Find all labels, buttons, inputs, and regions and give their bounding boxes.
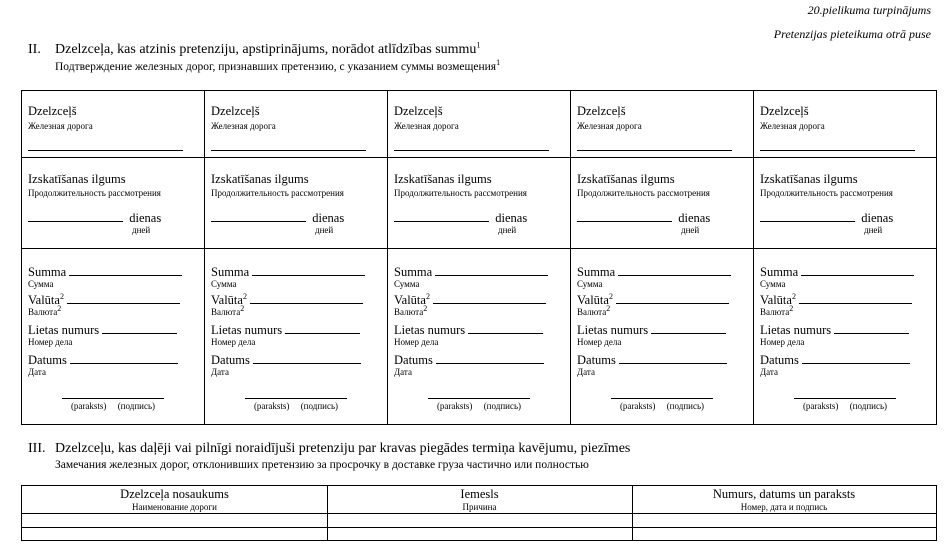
days-row: dienas xyxy=(211,209,344,226)
railway-column xyxy=(22,91,205,424)
signature-line[interactable] xyxy=(428,398,530,399)
header-number-date-signature: Numurs, datums un paraksts Номер, дата и подпись xyxy=(712,487,856,512)
signature-caption: (paraksts) (подпись) xyxy=(619,401,705,411)
date-label-ru: Дата xyxy=(760,367,778,377)
sum-label-ru: Сумма xyxy=(760,279,786,289)
railway-field[interactable] xyxy=(28,136,183,156)
currency-label-ru: Валюта$^2$ xyxy=(211,304,245,317)
sum-row: Summa xyxy=(760,263,914,280)
case-row: Lietas numurs xyxy=(211,321,360,338)
railway-column xyxy=(205,91,388,424)
row-divider xyxy=(205,157,387,158)
header-railway-name: Dzelzceļa nosaukums Наименование дороги xyxy=(120,487,229,512)
days-field[interactable] xyxy=(28,209,123,222)
railway-confirmation-grid xyxy=(21,90,937,425)
currency-field[interactable] xyxy=(616,291,729,304)
signature-line[interactable] xyxy=(794,398,896,399)
signature-caption: (paraksts) (подпись) xyxy=(70,401,156,411)
railway-label: Dzelzceļš xyxy=(760,104,809,118)
railway-label: Dzelzceļš xyxy=(211,104,260,118)
days-label-ru: дней xyxy=(681,225,700,235)
sum-field[interactable] xyxy=(618,263,731,276)
section3-subtitle: Замечания железных дорог, отклонивших претензию за просрочку в доставке груза частично или полностью xyxy=(55,459,589,471)
header-reason: Iemesls Причина xyxy=(460,487,499,512)
days-row: dienas xyxy=(28,209,161,226)
sum-field[interactable] xyxy=(435,263,548,276)
sum-row: Summa xyxy=(28,263,182,280)
currency-label-ru: Валюта$^2$ xyxy=(28,304,62,317)
date-field[interactable] xyxy=(802,351,910,364)
row-divider xyxy=(754,248,936,249)
period-label-ru: Продолжительность рассмотрения xyxy=(394,188,527,198)
section2-subtitle: Подтверждение железных дорог, признавших претензию, с указанием суммы возмещения$^1$ xyxy=(55,58,501,73)
currency-label-ru: Валюта$^2$ xyxy=(394,304,428,317)
section3-number: III. xyxy=(28,441,46,456)
days-row: dienas xyxy=(760,209,893,226)
date-field[interactable] xyxy=(253,351,361,364)
railway-field[interactable] xyxy=(760,136,915,156)
case-field[interactable] xyxy=(468,321,543,334)
case-row: Lietas numurs xyxy=(577,321,726,338)
date-label-ru: Дата xyxy=(577,367,595,377)
signature-line[interactable] xyxy=(245,398,347,399)
date-field[interactable] xyxy=(619,351,727,364)
railway-field[interactable] xyxy=(211,136,366,156)
period-label-ru: Продолжительность рассмотрения xyxy=(28,188,161,198)
case-field[interactable] xyxy=(651,321,726,334)
sum-label-ru: Сумма xyxy=(394,279,420,289)
days-label-ru: дней xyxy=(132,225,151,235)
sum-row: Summa xyxy=(211,263,365,280)
currency-field[interactable] xyxy=(799,291,912,304)
currency-field[interactable] xyxy=(433,291,546,304)
row-divider xyxy=(22,248,204,249)
row-divider xyxy=(388,157,570,158)
railway-column xyxy=(754,91,936,424)
currency-field[interactable] xyxy=(67,291,180,304)
sum-label-ru: Сумма xyxy=(211,279,237,289)
days-label-ru: дней xyxy=(498,225,517,235)
railway-label-ru: Железная дорога xyxy=(28,121,93,131)
days-row: dienas xyxy=(577,209,710,226)
date-row: Datums xyxy=(211,351,361,368)
period-label-ru: Продолжительность рассмотрения xyxy=(760,188,893,198)
railway-field[interactable] xyxy=(394,136,549,156)
days-label-ru: дней xyxy=(864,225,883,235)
days-row: dienas xyxy=(394,209,527,226)
period-label-ru: Продолжительность рассмотрения xyxy=(577,188,710,198)
case-field[interactable] xyxy=(285,321,360,334)
section2-number: II. xyxy=(28,42,41,57)
section2-title: Dzelzceļa, kas atzinis pretenziju, apstiprinājums, norādot atlīdzības summu$^1$ xyxy=(55,40,481,57)
case-row: Lietas numurs xyxy=(394,321,543,338)
row-divider xyxy=(205,248,387,249)
period-label-ru: Продолжительность рассмотрения xyxy=(211,188,344,198)
railway-column xyxy=(571,91,754,424)
remarks-table xyxy=(21,485,937,541)
currency-row: Valūta$^2$ xyxy=(211,291,363,308)
railway-label-ru: Железная дорога xyxy=(211,121,276,131)
currency-field[interactable] xyxy=(250,291,363,304)
sum-row: Summa xyxy=(577,263,731,280)
railway-label: Dzelzceļš xyxy=(28,104,77,118)
sum-field[interactable] xyxy=(801,263,914,276)
railway-label-ru: Железная дорога xyxy=(577,121,642,131)
row-divider xyxy=(754,157,936,158)
railway-field[interactable] xyxy=(577,136,732,156)
section3-title: Dzelzceļu, kas daļēji vai pilnīgi noraidījuši pretenziju par kravas piegādes termiņa kavējumu, piezīmes xyxy=(55,441,631,456)
sum-field[interactable] xyxy=(252,263,365,276)
date-field[interactable] xyxy=(436,351,544,364)
date-label-ru: Дата xyxy=(394,367,412,377)
period-label: Izskatīšanas ilgums xyxy=(394,172,492,186)
railway-label: Dzelzceļš xyxy=(577,104,626,118)
days-field[interactable] xyxy=(577,209,672,222)
signature-caption: (paraksts) (подпись) xyxy=(436,401,522,411)
signature-line[interactable] xyxy=(62,398,164,399)
table-row xyxy=(22,527,936,528)
date-row: Datums xyxy=(28,351,178,368)
row-divider xyxy=(571,248,753,249)
date-row: Datums xyxy=(394,351,544,368)
sum-label-ru: Сумма xyxy=(577,279,603,289)
row-divider xyxy=(22,157,204,158)
row-divider xyxy=(571,157,753,158)
days-field[interactable] xyxy=(760,209,855,222)
sum-field[interactable] xyxy=(69,263,182,276)
signature-caption: (paraksts) (подпись) xyxy=(253,401,339,411)
signature-caption: (paraksts) (подпись) xyxy=(802,401,888,411)
sum-label-ru: Сумма xyxy=(28,279,54,289)
sum-row: Summa xyxy=(394,263,548,280)
period-label: Izskatīšanas ilgums xyxy=(577,172,675,186)
days-label-ru: дней xyxy=(315,225,334,235)
currency-row: Valūta$^2$ xyxy=(577,291,729,308)
railway-label: Dzelzceļš xyxy=(394,104,443,118)
date-label-ru: Дата xyxy=(28,367,46,377)
currency-label-ru: Валюта$^2$ xyxy=(760,304,794,317)
date-row: Datums xyxy=(760,351,910,368)
days-field[interactable] xyxy=(211,209,306,222)
signature-line[interactable] xyxy=(611,398,713,399)
appendix-label: 20.pielikuma turpinājums xyxy=(807,3,931,17)
currency-row: Valūta$^2$ xyxy=(760,291,912,308)
currency-label-ru: Валюта$^2$ xyxy=(577,304,611,317)
row-divider xyxy=(388,248,570,249)
days-field[interactable] xyxy=(394,209,489,222)
case-field[interactable] xyxy=(102,321,177,334)
currency-row: Valūta$^2$ xyxy=(28,291,180,308)
case-label-ru: Номер дела xyxy=(211,337,256,347)
date-field[interactable] xyxy=(70,351,178,364)
date-row: Datums xyxy=(577,351,727,368)
case-label-ru: Номер дела xyxy=(28,337,73,347)
railway-column xyxy=(388,91,571,424)
period-label: Izskatīšanas ilgums xyxy=(28,172,126,186)
currency-row: Valūta$^2$ xyxy=(394,291,546,308)
case-label-ru: Номер дела xyxy=(577,337,622,347)
case-field[interactable] xyxy=(834,321,909,334)
case-label-ru: Номер дела xyxy=(760,337,805,347)
date-label-ru: Дата xyxy=(211,367,229,377)
case-row: Lietas numurs xyxy=(760,321,909,338)
period-label: Izskatīšanas ilgums xyxy=(760,172,858,186)
case-label-ru: Номер дела xyxy=(394,337,439,347)
railway-label-ru: Железная дорога xyxy=(760,121,825,131)
case-row: Lietas numurs xyxy=(28,321,177,338)
period-label: Izskatīšanas ilgums xyxy=(211,172,309,186)
table-row xyxy=(22,513,936,514)
railway-label-ru: Железная дорога xyxy=(394,121,459,131)
form-side-label: Pretenzijas pieteikuma otrā puse xyxy=(773,27,931,41)
